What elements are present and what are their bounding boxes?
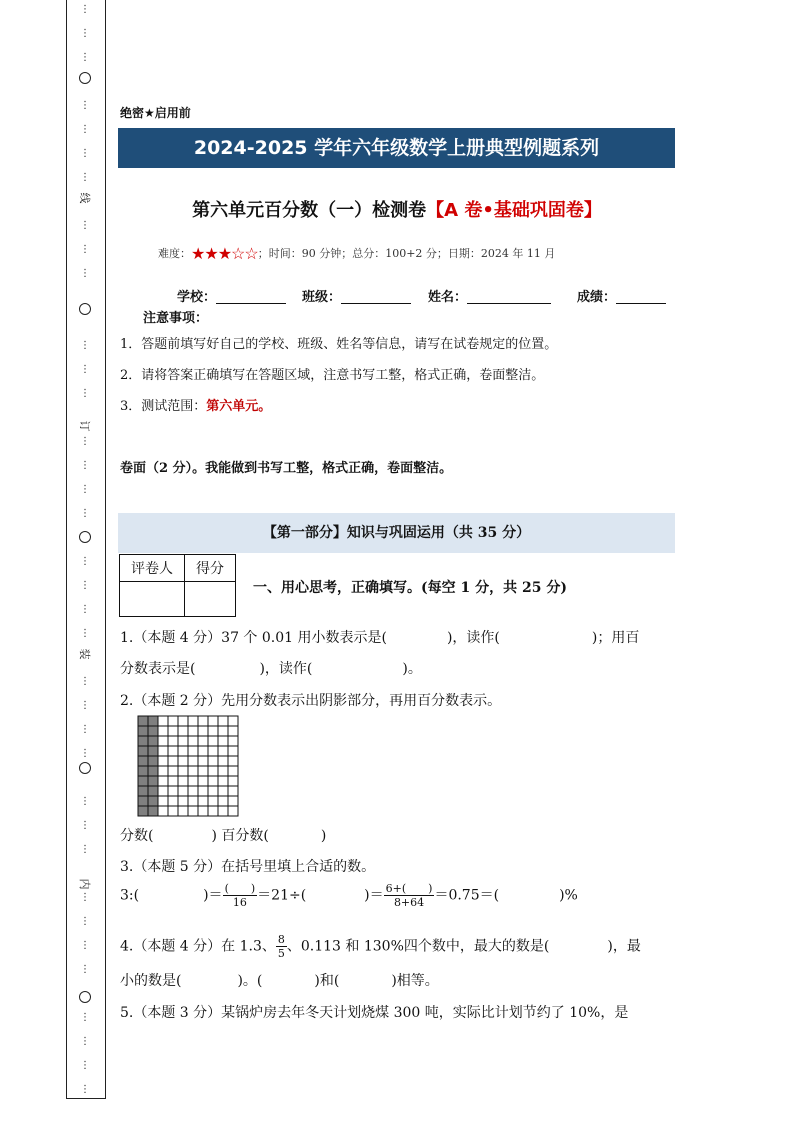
binding-dots: ⋮ — [80, 220, 90, 231]
binding-dots: ⋮ — [80, 52, 90, 63]
grid-cell — [208, 766, 218, 776]
grid-cell — [228, 776, 238, 786]
grid-cell-shaded — [148, 726, 158, 736]
grid-cell — [158, 746, 168, 756]
grid-cell-shaded — [148, 716, 158, 726]
binding-char: 内 — [78, 878, 91, 890]
grid-cell-shaded — [148, 766, 158, 776]
grid-cell — [158, 736, 168, 746]
question-3: 3.（本题 5 分）在括号里填上合适的数。 — [120, 859, 376, 875]
grid-cell — [158, 756, 168, 766]
grid-cell — [188, 746, 198, 756]
school-field[interactable] — [177, 286, 286, 305]
question-4-line-2 — [120, 970, 439, 990]
score-cell[interactable] — [185, 582, 236, 617]
section-one-title: 一、用心思考，正确填写。(每空 1 分，共 25 分) — [253, 580, 567, 596]
grid-cell — [188, 756, 198, 766]
grid-cell-shaded — [138, 746, 148, 756]
q3-eq1: )＝ — [203, 887, 223, 904]
grid-cell — [168, 716, 178, 726]
q4-text-d: 小的数是( — [120, 973, 182, 989]
q3-f2-den: 8+64 — [393, 896, 425, 909]
binding-dots: ⋮ — [80, 340, 90, 351]
grid-cell — [178, 786, 188, 796]
grid-cell — [188, 736, 198, 746]
grid-cell — [198, 786, 208, 796]
q3-f2-num: 6+( ) — [385, 882, 433, 895]
q3-fraction-1 — [223, 882, 258, 909]
grid-cell-shaded — [138, 796, 148, 806]
q1-text-c: )；用百 — [591, 630, 640, 646]
grid-cell — [218, 756, 228, 766]
q4-text-c: )，最 — [607, 938, 641, 955]
q4-frac-den: 5 — [277, 947, 285, 960]
grid-cell — [228, 756, 238, 766]
binding-char: 装 — [78, 648, 91, 660]
grid-cell — [188, 766, 198, 776]
q4-text-g: )相等。 — [391, 973, 439, 989]
grid-cell-shaded — [148, 776, 158, 786]
grid-cell-shaded — [148, 786, 158, 796]
question-1-line-1 — [120, 627, 639, 647]
question-4-line-1 — [120, 933, 641, 960]
grid-cell — [208, 716, 218, 726]
grid-cell — [208, 786, 218, 796]
grid-cell — [188, 786, 198, 796]
q1-text-f: )。 — [402, 661, 422, 677]
grid-cell — [198, 726, 208, 736]
binding-dots: ⋮ — [80, 844, 90, 855]
q1-text-a: 1.（本题 4 分）37 个 0.01 用小数表示是( — [120, 630, 387, 646]
binding-dots: ⋮ — [80, 676, 90, 687]
notice-item-3 — [120, 395, 271, 414]
binding-dots: ⋮ — [80, 172, 90, 183]
grid-cell — [158, 786, 168, 796]
grid-cell — [178, 746, 188, 756]
question-2: 2.（本题 2 分）先用分数表示出阴影部分，再用百分数表示。 — [120, 693, 502, 709]
grid-cell — [218, 746, 228, 756]
binding-hole-icon — [79, 762, 91, 774]
q3-eq4: ＝0.75＝( — [434, 887, 500, 904]
star-filled-icon: ★★★ — [191, 244, 232, 263]
grid-cell — [208, 806, 218, 816]
grid-cell — [178, 756, 188, 766]
grid-cell — [168, 756, 178, 766]
binding-dots: ⋮ — [80, 1084, 90, 1095]
question-1-line-2 — [120, 658, 422, 678]
grid-cell — [218, 716, 228, 726]
binding-dots: ⋮ — [80, 4, 90, 15]
grid-cell — [158, 726, 168, 736]
series-banner: 2024-2025 学年六年级数学上册典型例题系列 — [118, 128, 675, 168]
q1-text-d: 分数表示是( — [120, 661, 196, 677]
grid-cell — [178, 766, 188, 776]
grid-cell-shaded — [148, 736, 158, 746]
grid-cell — [228, 796, 238, 806]
grid-cell-shaded — [138, 786, 148, 796]
grid-cell — [168, 726, 178, 736]
notice-heading: 注意事项： — [143, 311, 209, 326]
score-field[interactable] — [577, 286, 666, 305]
binding-dots: ⋮ — [80, 484, 90, 495]
grid-cell — [158, 796, 168, 806]
q4-text-f: )和( — [314, 973, 340, 989]
notice-item-3-value: 第六单元。 — [206, 399, 272, 414]
class-field[interactable] — [302, 286, 411, 305]
grid-cell — [208, 796, 218, 806]
grid-cell — [188, 776, 198, 786]
score-label: 成绩： — [577, 290, 617, 305]
grid-cell-shaded — [148, 746, 158, 756]
grid-cell — [198, 736, 208, 746]
grid-cell — [168, 776, 178, 786]
binding-dots: ⋮ — [80, 100, 90, 111]
grid-cell — [228, 806, 238, 816]
binding-dots: ⋮ — [80, 388, 90, 399]
binding-dots: ⋮ — [80, 460, 90, 471]
grid-cell — [158, 806, 168, 816]
grid-cell — [218, 796, 228, 806]
q4-fraction — [276, 933, 287, 960]
grid-cell-shaded — [138, 716, 148, 726]
binding-dots: ⋮ — [80, 700, 90, 711]
binding-dots: ⋮ — [80, 148, 90, 159]
difficulty-label: 难度： — [158, 247, 191, 260]
binding-dots: ⋮ — [80, 796, 90, 807]
binding-dots: ⋮ — [80, 940, 90, 951]
binding-dots: ⋮ — [80, 436, 90, 447]
binding-dots: ⋮ — [80, 1036, 90, 1047]
binding-dots: ⋮ — [80, 892, 90, 903]
grid-cell — [188, 806, 198, 816]
binding-char: 线 — [78, 192, 91, 204]
difficulty-stars — [191, 244, 258, 263]
q3-fraction-2 — [384, 882, 435, 909]
grid-cell — [178, 736, 188, 746]
question-2-answers — [120, 825, 326, 845]
q4-text-b: 、0.113 和 130%四个数中，最大的数是( — [286, 938, 550, 955]
grid-cell — [208, 756, 218, 766]
binding-hole-icon — [79, 303, 91, 315]
school-label: 学校： — [177, 290, 217, 305]
binding-char: 订 — [78, 420, 91, 432]
name-field[interactable] — [428, 286, 551, 305]
q1-text-e: )，读作( — [259, 661, 313, 677]
q3-start: 3:( — [120, 887, 140, 904]
binding-hole-icon — [79, 531, 91, 543]
grid-cell — [188, 716, 198, 726]
grid-cell — [178, 806, 188, 816]
binding-dots: ⋮ — [80, 820, 90, 831]
grid-cell — [218, 736, 228, 746]
grid-cell — [178, 776, 188, 786]
grid-cell — [198, 806, 208, 816]
grid-cell-shaded — [138, 756, 148, 766]
grid-cell — [198, 796, 208, 806]
binding-dots: ⋮ — [80, 508, 90, 519]
grid-cell — [228, 716, 238, 726]
grid-cell-shaded — [138, 766, 148, 776]
grid-cell — [158, 776, 168, 786]
exam-meta-rest: ；时间：90 分钟；总分：100+2 分；日期：2024 年 11 月 — [257, 247, 556, 260]
binding-dots: ⋮ — [80, 28, 90, 39]
exam-title-tag: 【A 卷•基础巩固卷】 — [426, 200, 602, 221]
q2-percent-label: ) 百分数( — [211, 828, 269, 844]
grid-cell — [228, 766, 238, 776]
grid-cell — [228, 736, 238, 746]
exam-title — [0, 196, 794, 222]
q3-eq2: ＝21÷( — [257, 887, 307, 904]
grid-cell-shaded — [148, 756, 158, 766]
grid-cell — [228, 786, 238, 796]
binding-hole-icon — [79, 991, 91, 1003]
binding-dots: ⋮ — [80, 1060, 90, 1071]
q3-f1-num: ( ) — [224, 882, 256, 895]
grid-cell — [178, 716, 188, 726]
grid-cell — [168, 806, 178, 816]
grid-cell — [208, 726, 218, 736]
question-5: 5.（本题 3 分）某锅炉房去年冬天计划烧煤 300 吨，实际比计划节约了 10%，是 — [120, 1005, 629, 1021]
score-header: 得分 — [185, 555, 236, 582]
hundred-grid — [137, 715, 241, 817]
grid-cell — [188, 726, 198, 736]
q2-close: ) — [320, 828, 327, 844]
q1-text-b: )，读作( — [446, 630, 500, 646]
q4-text-a: 4.（本题 4 分）在 1.3、 — [120, 938, 276, 955]
class-label: 班级： — [302, 290, 342, 305]
grid-cell — [198, 746, 208, 756]
grid-cell-shaded — [138, 806, 148, 816]
grading-table — [119, 554, 236, 617]
grid-cell — [208, 746, 218, 756]
exam-title-main: 第六单元百分数（一）检测卷 — [192, 200, 427, 221]
binding-dots: ⋮ — [80, 580, 90, 591]
part-one-header: 【第一部分】知识与巩固运用（共 35 分） — [118, 513, 675, 553]
grid-cell — [208, 776, 218, 786]
grid-cell — [218, 786, 228, 796]
grid-cell-shaded — [148, 796, 158, 806]
q2-fraction-label: 分数( — [120, 828, 154, 844]
reviewer-cell[interactable] — [120, 582, 185, 617]
grid-cell — [218, 766, 228, 776]
grid-cell-shaded — [148, 806, 158, 816]
binding-dots: ⋮ — [80, 556, 90, 567]
neatness-statement: 卷面（2 分）。我能做到书写工整，格式正确，卷面整洁。 — [120, 461, 453, 476]
grid-cell — [168, 786, 178, 796]
binding-hole-icon — [79, 72, 91, 84]
grid-cell — [168, 766, 178, 776]
grid-cell — [228, 726, 238, 736]
grid-cell-shaded — [138, 726, 148, 736]
reviewer-header: 评卷人 — [120, 555, 185, 582]
name-label: 姓名： — [428, 290, 468, 305]
grid-cell — [178, 726, 188, 736]
grid-cell-shaded — [138, 776, 148, 786]
grid-cell — [178, 796, 188, 806]
grid-cell — [208, 736, 218, 746]
binding-dots: ⋮ — [80, 724, 90, 735]
star-empty-icon: ☆☆ — [231, 244, 258, 263]
grid-cell — [198, 766, 208, 776]
grid-cell — [168, 746, 178, 756]
binding-dots: ⋮ — [80, 268, 90, 279]
grid-cell — [218, 726, 228, 736]
binding-dots: ⋮ — [80, 124, 90, 135]
grid-cell — [168, 736, 178, 746]
binding-dots: ⋮ — [80, 604, 90, 615]
notice-item-1: 1．答题前填写好自己的学校、班级、姓名等信息，请写在试卷规定的位置。 — [120, 337, 558, 352]
grid-cell — [198, 756, 208, 766]
binding-dots: ⋮ — [80, 748, 90, 759]
binding-dots: ⋮ — [80, 244, 90, 255]
question-3-expression — [120, 882, 578, 909]
confidential-label: 绝密★启用前 — [120, 106, 191, 120]
grid-cell — [218, 806, 228, 816]
binding-dots: ⋮ — [80, 964, 90, 975]
notice-item-3-label: 3．测试范围： — [120, 399, 207, 414]
grid-cell — [168, 796, 178, 806]
grid-cell — [198, 716, 208, 726]
binding-dots: ⋮ — [80, 916, 90, 927]
binding-strip — [66, 0, 106, 1099]
q4-frac-num: 8 — [277, 933, 285, 946]
grid-cell — [198, 776, 208, 786]
grid-cell — [228, 746, 238, 756]
binding-dots: ⋮ — [80, 628, 90, 639]
notice-item-2: 2．请将答案正确填写在答题区域，注意书写工整，格式正确，卷面整洁。 — [120, 368, 545, 383]
exam-meta — [158, 244, 555, 263]
grid-cell — [188, 796, 198, 806]
grid-cell-shaded — [138, 736, 148, 746]
q3-f1-den: 16 — [232, 896, 247, 909]
grid-cell — [218, 776, 228, 786]
grid-cell — [158, 766, 168, 776]
binding-dots: ⋮ — [80, 1012, 90, 1023]
q3-eq3: )＝ — [364, 887, 384, 904]
q3-end: )% — [559, 887, 578, 904]
q4-text-e: )。( — [237, 973, 263, 989]
binding-dots: ⋮ — [80, 364, 90, 375]
grid-cell — [158, 716, 168, 726]
